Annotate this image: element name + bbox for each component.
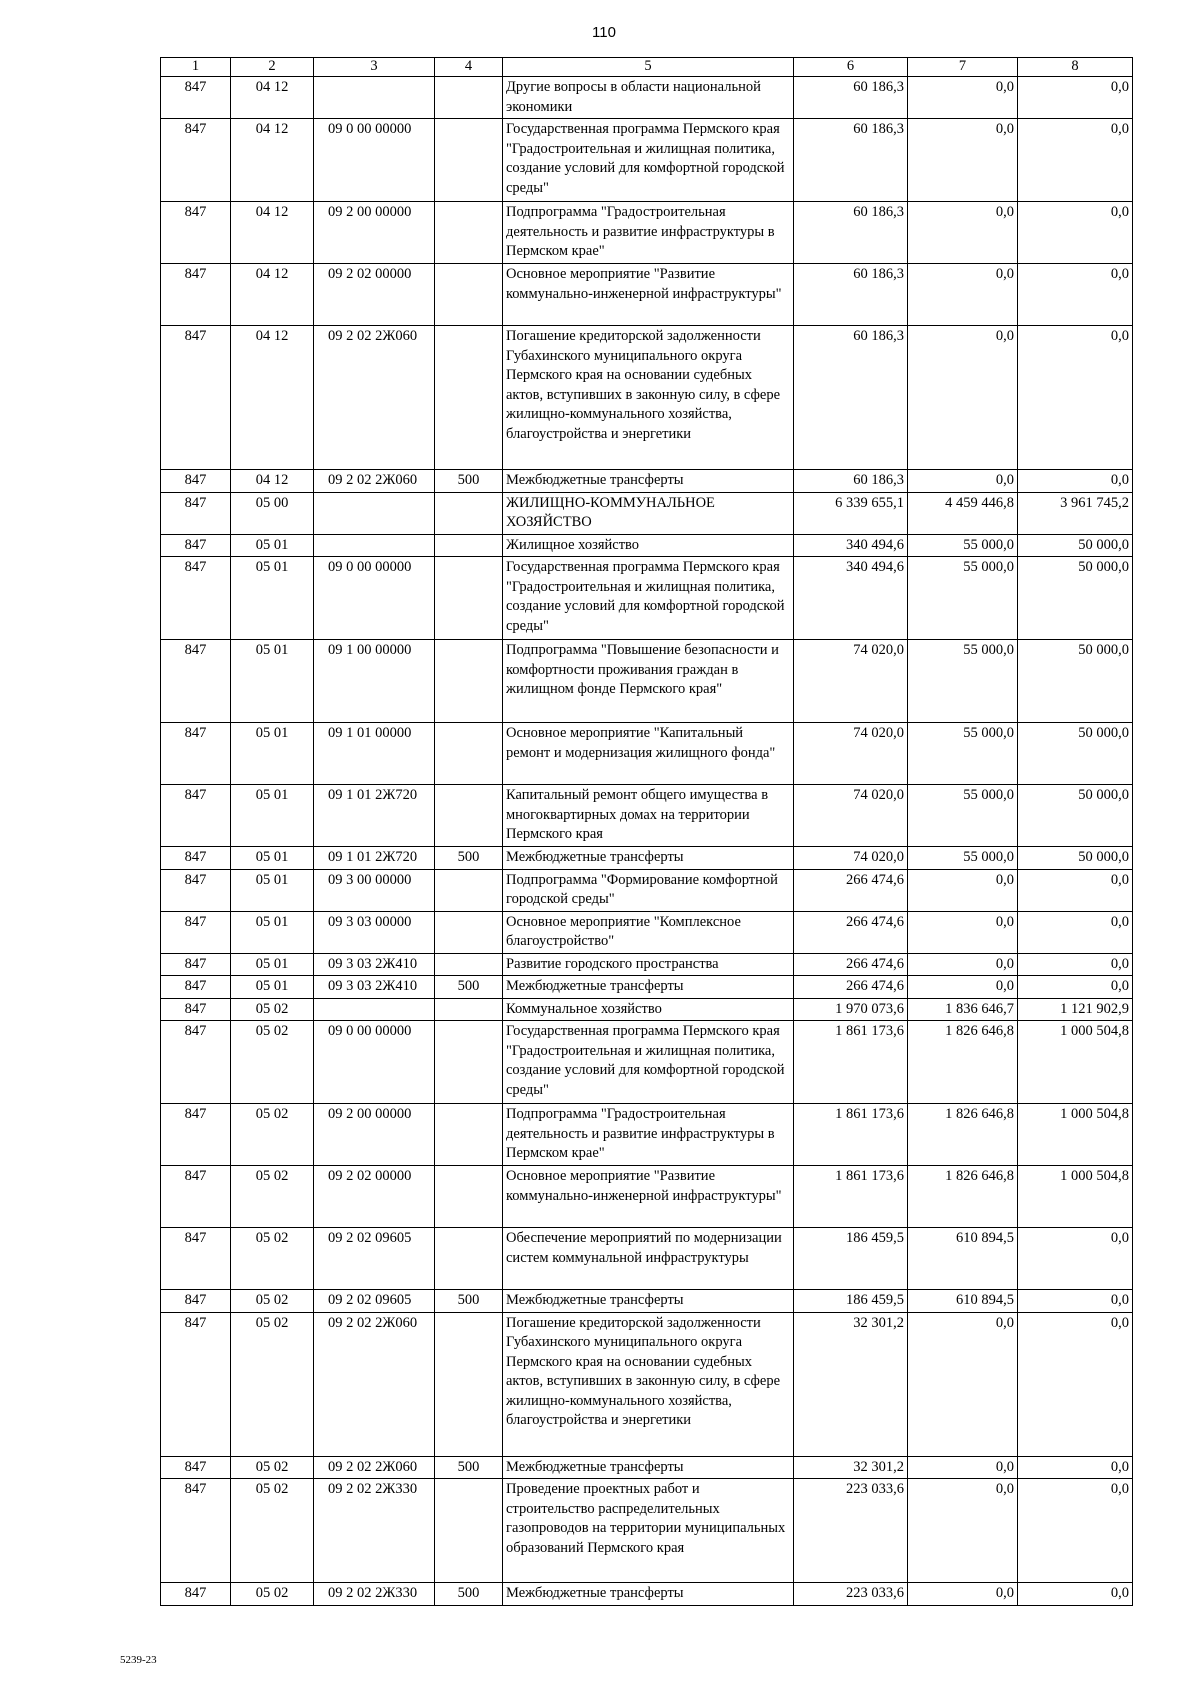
table-row — [161, 953, 1133, 976]
cell-admin-code: 847 — [161, 534, 231, 557]
cell-target-article: 09 1 01 2Ж720 — [314, 847, 435, 870]
cell-admin-code: 847 — [161, 1312, 231, 1456]
cell-description: Основное мероприятие "Капитальный ремонт и модернизация жилищного фонда" — [503, 723, 794, 785]
cell-expense-type — [435, 492, 503, 534]
cell-admin-code: 847 — [161, 640, 231, 723]
cell-description: Обеспечение мероприятий по модернизации систем коммунальной инфраструктуры — [503, 1228, 794, 1290]
cell-amount-year3: 0,0 — [1018, 1583, 1133, 1606]
cell-admin-code: 847 — [161, 1166, 231, 1228]
cell-amount-year1: 60 186,3 — [794, 77, 908, 119]
cell-amount-year1: 266 474,6 — [794, 869, 908, 911]
cell-description: Межбюджетные трансферты — [503, 1290, 794, 1313]
cell-target-article: 09 2 02 2Ж060 — [314, 470, 435, 493]
cell-description: Межбюджетные трансферты — [503, 976, 794, 999]
column-header: 8 — [1018, 58, 1133, 77]
cell-description: Государственная программа Пермского края "Градостроительная и жилищная политика, создание условий для комфортной городской среды" — [503, 1021, 794, 1104]
cell-section: 05 02 — [231, 1290, 314, 1313]
cell-amount-year3: 0,0 — [1018, 264, 1133, 326]
cell-amount-year3: 3 961 745,2 — [1018, 492, 1133, 534]
cell-amount-year2: 55 000,0 — [908, 847, 1018, 870]
cell-description: Государственная программа Пермского края "Градостроительная и жилищная политика, создание условий для комфортной городской среды" — [503, 119, 794, 202]
cell-target-article — [314, 534, 435, 557]
cell-section: 04 12 — [231, 77, 314, 119]
cell-section: 05 01 — [231, 534, 314, 557]
cell-amount-year3: 0,0 — [1018, 77, 1133, 119]
column-header: 2 — [231, 58, 314, 77]
cell-amount-year2: 0,0 — [908, 119, 1018, 202]
cell-amount-year1: 1 970 073,6 — [794, 998, 908, 1021]
cell-amount-year3: 1 000 504,8 — [1018, 1104, 1133, 1166]
cell-target-article: 09 2 00 00000 — [314, 202, 435, 264]
table-row — [161, 1290, 1133, 1313]
cell-amount-year2: 55 000,0 — [908, 640, 1018, 723]
cell-expense-type — [435, 1021, 503, 1104]
cell-amount-year1: 74 020,0 — [794, 723, 908, 785]
cell-amount-year1: 32 301,2 — [794, 1456, 908, 1479]
cell-expense-type — [435, 1166, 503, 1228]
cell-amount-year3: 0,0 — [1018, 1290, 1133, 1313]
cell-section: 05 02 — [231, 1104, 314, 1166]
cell-amount-year1: 1 861 173,6 — [794, 1104, 908, 1166]
cell-amount-year1: 223 033,6 — [794, 1583, 908, 1606]
cell-expense-type — [435, 77, 503, 119]
table-row — [161, 785, 1133, 847]
cell-amount-year2: 0,0 — [908, 953, 1018, 976]
cell-target-article: 09 2 02 09605 — [314, 1228, 435, 1290]
cell-expense-type — [435, 1104, 503, 1166]
cell-admin-code: 847 — [161, 326, 231, 470]
cell-amount-year1: 266 474,6 — [794, 976, 908, 999]
cell-expense-type — [435, 264, 503, 326]
column-header: 5 — [503, 58, 794, 77]
cell-expense-type — [435, 911, 503, 953]
cell-amount-year1: 60 186,3 — [794, 202, 908, 264]
cell-admin-code: 847 — [161, 202, 231, 264]
cell-amount-year3: 0,0 — [1018, 911, 1133, 953]
column-header: 6 — [794, 58, 908, 77]
cell-amount-year2: 0,0 — [908, 869, 1018, 911]
cell-description: Основное мероприятие "Комплексное благоустройство" — [503, 911, 794, 953]
cell-description: Подпрограмма "Градостроительная деятельность и развитие инфраструктуры в Пермском крае" — [503, 202, 794, 264]
cell-description: Межбюджетные трансферты — [503, 847, 794, 870]
cell-expense-type — [435, 326, 503, 470]
cell-amount-year3: 0,0 — [1018, 1312, 1133, 1456]
cell-target-article: 09 3 03 2Ж410 — [314, 953, 435, 976]
cell-admin-code: 847 — [161, 264, 231, 326]
cell-amount-year2: 0,0 — [908, 470, 1018, 493]
table-row — [161, 1166, 1133, 1228]
cell-section: 05 01 — [231, 557, 314, 640]
cell-amount-year1: 223 033,6 — [794, 1479, 908, 1583]
cell-section: 05 01 — [231, 723, 314, 785]
table-row — [161, 1583, 1133, 1606]
cell-description: Межбюджетные трансферты — [503, 1456, 794, 1479]
table-row — [161, 1228, 1133, 1290]
cell-description: ЖИЛИЩНО-КОММУНАЛЬНОЕ ХОЗЯЙСТВО — [503, 492, 794, 534]
cell-admin-code: 847 — [161, 1456, 231, 1479]
cell-amount-year1: 60 186,3 — [794, 326, 908, 470]
cell-description: Погашение кредиторской задолженности Губахинского муниципального округа Пермского края на основании судебных актов, вступивших в законную силу, в сфере жилищно-коммунального хозяйства, благоустройства и энергетики — [503, 326, 794, 470]
cell-description: Коммунальное хозяйство — [503, 998, 794, 1021]
cell-admin-code: 847 — [161, 723, 231, 785]
cell-amount-year1: 340 494,6 — [794, 534, 908, 557]
cell-target-article: 09 2 02 2Ж060 — [314, 1456, 435, 1479]
cell-description: Подпрограмма "Формирование комфортной городской среды" — [503, 869, 794, 911]
cell-amount-year3: 0,0 — [1018, 326, 1133, 470]
cell-description: Другие вопросы в области национальной экономики — [503, 77, 794, 119]
cell-description: Развитие городского пространства — [503, 953, 794, 976]
cell-amount-year1: 60 186,3 — [794, 470, 908, 493]
cell-section: 05 02 — [231, 1583, 314, 1606]
cell-amount-year2: 0,0 — [908, 911, 1018, 953]
cell-amount-year3: 50 000,0 — [1018, 534, 1133, 557]
budget-table — [160, 57, 1133, 1606]
cell-section: 05 00 — [231, 492, 314, 534]
cell-section: 04 12 — [231, 264, 314, 326]
cell-expense-type — [435, 202, 503, 264]
table-row — [161, 470, 1133, 493]
cell-expense-type — [435, 119, 503, 202]
cell-amount-year2: 0,0 — [908, 1456, 1018, 1479]
cell-target-article: 09 3 03 2Ж410 — [314, 976, 435, 999]
cell-amount-year2: 0,0 — [908, 1479, 1018, 1583]
cell-target-article: 09 2 02 2Ж060 — [314, 1312, 435, 1456]
cell-target-article: 09 2 02 2Ж330 — [314, 1583, 435, 1606]
cell-description: Жилищное хозяйство — [503, 534, 794, 557]
cell-amount-year1: 1 861 173,6 — [794, 1166, 908, 1228]
cell-expense-type — [435, 998, 503, 1021]
cell-expense-type — [435, 953, 503, 976]
cell-section: 05 01 — [231, 869, 314, 911]
cell-section: 05 02 — [231, 1228, 314, 1290]
cell-amount-year1: 32 301,2 — [794, 1312, 908, 1456]
cell-expense-type — [435, 534, 503, 557]
header-row — [161, 58, 1133, 77]
cell-expense-type — [435, 1228, 503, 1290]
table-row — [161, 492, 1133, 534]
cell-description: Основное мероприятие "Развитие коммунально-инженерной инфраструктуры" — [503, 264, 794, 326]
cell-admin-code: 847 — [161, 869, 231, 911]
cell-amount-year2: 55 000,0 — [908, 557, 1018, 640]
cell-amount-year2: 0,0 — [908, 1312, 1018, 1456]
cell-amount-year2: 1 826 646,8 — [908, 1021, 1018, 1104]
cell-target-article: 09 1 00 00000 — [314, 640, 435, 723]
cell-description: Межбюджетные трансферты — [503, 470, 794, 493]
table-row — [161, 998, 1133, 1021]
page-number: 110 — [592, 24, 616, 41]
cell-description: Государственная программа Пермского края "Градостроительная и жилищная политика, создание условий для комфортной городской среды" — [503, 557, 794, 640]
cell-section: 05 02 — [231, 998, 314, 1021]
cell-section: 04 12 — [231, 202, 314, 264]
document-code: 5239-23 — [120, 1654, 157, 1666]
cell-admin-code: 847 — [161, 1021, 231, 1104]
cell-amount-year3: 50 000,0 — [1018, 723, 1133, 785]
column-header: 7 — [908, 58, 1018, 77]
cell-target-article: 09 1 01 2Ж720 — [314, 785, 435, 847]
cell-expense-type: 500 — [435, 1290, 503, 1313]
cell-amount-year2: 0,0 — [908, 264, 1018, 326]
cell-admin-code: 847 — [161, 953, 231, 976]
cell-amount-year2: 0,0 — [908, 326, 1018, 470]
cell-amount-year1: 60 186,3 — [794, 264, 908, 326]
cell-amount-year1: 186 459,5 — [794, 1290, 908, 1313]
cell-admin-code: 847 — [161, 1290, 231, 1313]
cell-admin-code: 847 — [161, 470, 231, 493]
cell-amount-year1: 6 339 655,1 — [794, 492, 908, 534]
table-row — [161, 1312, 1133, 1456]
column-header: 1 — [161, 58, 231, 77]
table-row — [161, 640, 1133, 723]
cell-amount-year1: 60 186,3 — [794, 119, 908, 202]
table-row — [161, 202, 1133, 264]
cell-amount-year3: 0,0 — [1018, 119, 1133, 202]
cell-amount-year3: 50 000,0 — [1018, 557, 1133, 640]
table-row — [161, 1479, 1133, 1583]
cell-target-article: 09 3 03 00000 — [314, 911, 435, 953]
cell-description: Капитальный ремонт общего имущества в многоквартирных домах на территории Пермского края — [503, 785, 794, 847]
cell-admin-code: 847 — [161, 976, 231, 999]
cell-target-article: 09 2 02 09605 — [314, 1290, 435, 1313]
cell-description: Погашение кредиторской задолженности Губахинского муниципального округа Пермского края на основании судебных актов, вступивших в законную силу, в сфере жилищно-коммунального хозяйства, благоустройства и энергетики — [503, 1312, 794, 1456]
cell-amount-year3: 0,0 — [1018, 1456, 1133, 1479]
table-row — [161, 557, 1133, 640]
cell-section: 04 12 — [231, 470, 314, 493]
cell-amount-year1: 74 020,0 — [794, 847, 908, 870]
cell-expense-type — [435, 1312, 503, 1456]
table-row — [161, 264, 1133, 326]
cell-amount-year1: 266 474,6 — [794, 911, 908, 953]
cell-description: Подпрограмма "Повышение безопасности и комфортности проживания граждан в жилищном фонде Пермского края" — [503, 640, 794, 723]
cell-amount-year3: 0,0 — [1018, 976, 1133, 999]
cell-expense-type — [435, 723, 503, 785]
cell-expense-type: 500 — [435, 976, 503, 999]
cell-section: 04 12 — [231, 119, 314, 202]
table-row — [161, 847, 1133, 870]
cell-target-article: 09 2 02 00000 — [314, 1166, 435, 1228]
cell-amount-year2: 1 826 646,8 — [908, 1104, 1018, 1166]
cell-description: Межбюджетные трансферты — [503, 1583, 794, 1606]
cell-target-article — [314, 998, 435, 1021]
cell-target-article — [314, 492, 435, 534]
cell-amount-year2: 55 000,0 — [908, 723, 1018, 785]
cell-amount-year2: 0,0 — [908, 976, 1018, 999]
cell-admin-code: 847 — [161, 492, 231, 534]
cell-admin-code: 847 — [161, 119, 231, 202]
cell-amount-year2: 610 894,5 — [908, 1290, 1018, 1313]
column-header: 4 — [435, 58, 503, 77]
cell-description: Основное мероприятие "Развитие коммунально-инженерной инфраструктуры" — [503, 1166, 794, 1228]
table-header — [161, 58, 1133, 77]
cell-amount-year3: 0,0 — [1018, 470, 1133, 493]
cell-amount-year3: 50 000,0 — [1018, 640, 1133, 723]
table-row — [161, 1104, 1133, 1166]
cell-target-article: 09 2 00 00000 — [314, 1104, 435, 1166]
cell-section: 05 01 — [231, 785, 314, 847]
table-body — [161, 77, 1133, 1606]
cell-description: Подпрограмма "Градостроительная деятельность и развитие инфраструктуры в Пермском крае" — [503, 1104, 794, 1166]
cell-admin-code: 847 — [161, 785, 231, 847]
table-row — [161, 119, 1133, 202]
cell-amount-year3: 1 000 504,8 — [1018, 1021, 1133, 1104]
cell-expense-type: 500 — [435, 470, 503, 493]
cell-section: 05 01 — [231, 911, 314, 953]
table-row — [161, 911, 1133, 953]
cell-target-article: 09 2 02 2Ж060 — [314, 326, 435, 470]
cell-admin-code: 847 — [161, 1228, 231, 1290]
table-row — [161, 77, 1133, 119]
cell-amount-year1: 266 474,6 — [794, 953, 908, 976]
cell-amount-year2: 610 894,5 — [908, 1228, 1018, 1290]
column-header: 3 — [314, 58, 435, 77]
cell-amount-year1: 1 861 173,6 — [794, 1021, 908, 1104]
cell-section: 05 01 — [231, 976, 314, 999]
cell-target-article: 09 0 00 00000 — [314, 1021, 435, 1104]
cell-amount-year2: 55 000,0 — [908, 785, 1018, 847]
cell-expense-type — [435, 1479, 503, 1583]
cell-amount-year2: 0,0 — [908, 77, 1018, 119]
cell-admin-code: 847 — [161, 77, 231, 119]
cell-target-article — [314, 77, 435, 119]
cell-description: Проведение проектных работ и строительство распределительных газопроводов на территории муниципальных образований Пермского края — [503, 1479, 794, 1583]
cell-section: 04 12 — [231, 326, 314, 470]
cell-admin-code: 847 — [161, 1479, 231, 1583]
cell-target-article: 09 1 01 00000 — [314, 723, 435, 785]
cell-amount-year1: 186 459,5 — [794, 1228, 908, 1290]
cell-section: 05 01 — [231, 847, 314, 870]
table-row — [161, 723, 1133, 785]
cell-amount-year2: 1 836 646,7 — [908, 998, 1018, 1021]
cell-amount-year2: 0,0 — [908, 202, 1018, 264]
cell-expense-type: 500 — [435, 1456, 503, 1479]
cell-amount-year3: 1 121 902,9 — [1018, 998, 1133, 1021]
cell-amount-year3: 50 000,0 — [1018, 785, 1133, 847]
cell-section: 05 02 — [231, 1456, 314, 1479]
table-row — [161, 976, 1133, 999]
cell-target-article: 09 0 00 00000 — [314, 557, 435, 640]
cell-target-article: 09 2 02 00000 — [314, 264, 435, 326]
cell-amount-year2: 55 000,0 — [908, 534, 1018, 557]
cell-target-article: 09 2 02 2Ж330 — [314, 1479, 435, 1583]
cell-admin-code: 847 — [161, 847, 231, 870]
cell-amount-year2: 4 459 446,8 — [908, 492, 1018, 534]
cell-admin-code: 847 — [161, 911, 231, 953]
cell-amount-year1: 74 020,0 — [794, 785, 908, 847]
cell-admin-code: 847 — [161, 998, 231, 1021]
cell-amount-year3: 0,0 — [1018, 1228, 1133, 1290]
cell-amount-year3: 0,0 — [1018, 1479, 1133, 1583]
table-row — [161, 326, 1133, 470]
table-row — [161, 534, 1133, 557]
cell-amount-year3: 0,0 — [1018, 202, 1133, 264]
cell-amount-year2: 0,0 — [908, 1583, 1018, 1606]
cell-admin-code: 847 — [161, 557, 231, 640]
cell-section: 05 02 — [231, 1166, 314, 1228]
cell-admin-code: 847 — [161, 1583, 231, 1606]
cell-section: 05 01 — [231, 953, 314, 976]
table-row — [161, 869, 1133, 911]
cell-target-article: 09 3 00 00000 — [314, 869, 435, 911]
table-row — [161, 1456, 1133, 1479]
cell-amount-year3: 0,0 — [1018, 869, 1133, 911]
cell-target-article: 09 0 00 00000 — [314, 119, 435, 202]
cell-section: 05 02 — [231, 1312, 314, 1456]
cell-section: 05 02 — [231, 1479, 314, 1583]
cell-expense-type — [435, 557, 503, 640]
cell-amount-year1: 340 494,6 — [794, 557, 908, 640]
cell-section: 05 02 — [231, 1021, 314, 1104]
cell-amount-year2: 1 826 646,8 — [908, 1166, 1018, 1228]
cell-expense-type — [435, 640, 503, 723]
cell-amount-year3: 0,0 — [1018, 953, 1133, 976]
cell-admin-code: 847 — [161, 1104, 231, 1166]
cell-section: 05 01 — [231, 640, 314, 723]
cell-expense-type — [435, 869, 503, 911]
cell-amount-year3: 1 000 504,8 — [1018, 1166, 1133, 1228]
cell-expense-type: 500 — [435, 1583, 503, 1606]
cell-amount-year1: 74 020,0 — [794, 640, 908, 723]
cell-expense-type — [435, 785, 503, 847]
cell-expense-type: 500 — [435, 847, 503, 870]
table-row — [161, 1021, 1133, 1104]
cell-amount-year3: 50 000,0 — [1018, 847, 1133, 870]
